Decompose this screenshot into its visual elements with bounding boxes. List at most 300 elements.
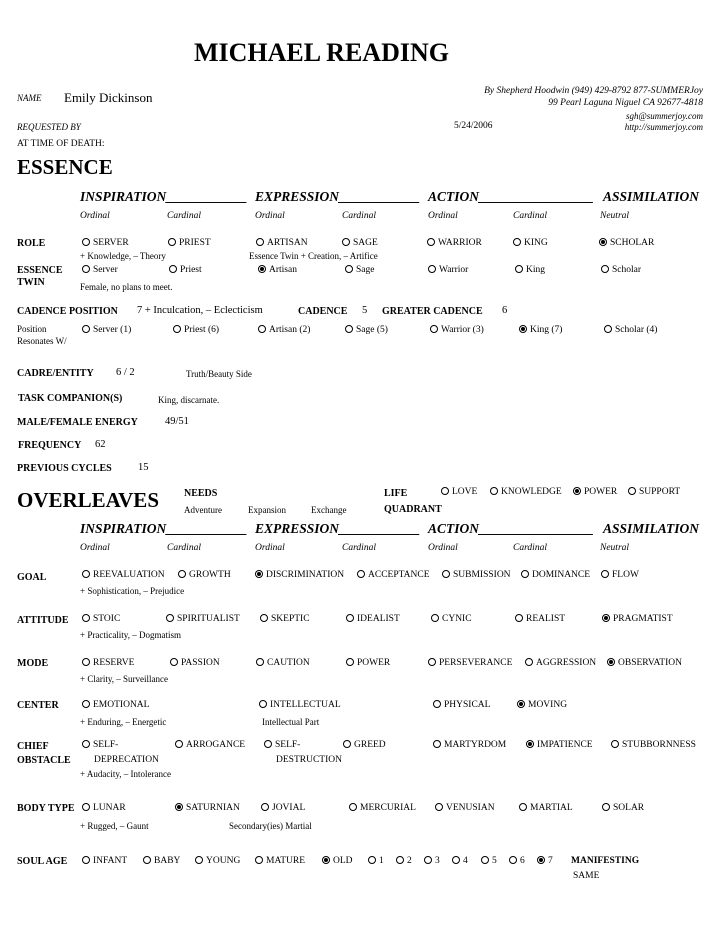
- col-label: Neutral: [600, 543, 630, 553]
- option-label: INTELLECTUAL: [270, 700, 341, 710]
- option-label: Warrior: [439, 265, 469, 275]
- center-option[interactable]: [259, 700, 341, 710]
- attitude-label: ATTITUDE: [17, 615, 69, 626]
- radio-button[interactable]: [396, 856, 404, 864]
- option-label: DOMINANCE: [532, 570, 591, 580]
- position-option[interactable]: [519, 325, 562, 335]
- radio-button[interactable]: [604, 325, 612, 333]
- mode-option[interactable]: [170, 658, 220, 668]
- option-label: STOIC: [93, 614, 121, 624]
- option-label: RESERVE: [93, 658, 135, 668]
- option-label: SERVER: [93, 238, 129, 248]
- option-label: SUPPORT: [639, 487, 681, 497]
- radio-button[interactable]: [428, 265, 436, 273]
- option-label: IMPATIENCE: [537, 740, 593, 750]
- option-label: 3: [435, 856, 440, 866]
- role-option[interactable]: [513, 238, 548, 248]
- need-item: Adventure: [184, 505, 222, 515]
- option-label: Server (1): [93, 325, 132, 335]
- twin-option[interactable]: [82, 265, 118, 275]
- radio-button[interactable]: [195, 856, 203, 864]
- radio-button[interactable]: [82, 740, 90, 748]
- center-option[interactable]: [433, 700, 490, 710]
- soul-option[interactable]: [82, 856, 127, 866]
- life-quadrant-label: LIFE: [384, 488, 408, 499]
- mode-option[interactable]: [428, 658, 512, 668]
- radio-button[interactable]: [258, 325, 266, 333]
- radio-button[interactable]: [143, 856, 151, 864]
- col-label: Neutral: [600, 211, 630, 221]
- twin-option[interactable]: [428, 265, 468, 275]
- radio-button[interactable]: [82, 238, 90, 246]
- radio-button[interactable]: [433, 700, 441, 708]
- role-label: ROLE: [17, 238, 46, 249]
- col-label: Cardinal: [342, 211, 376, 221]
- contact-web: http://summerjoy.com: [624, 122, 703, 132]
- greater-cadence-value: 6: [502, 305, 508, 316]
- center-part-note: Intellectual Part: [262, 717, 320, 727]
- radio-button[interactable]: [82, 570, 90, 578]
- radio-button[interactable]: [481, 856, 489, 864]
- axis-action: ACTION_________________: [428, 189, 594, 204]
- col-label: Ordinal: [255, 211, 285, 221]
- radio-button[interactable]: [601, 570, 609, 578]
- goal-note: + Sophistication, – Prejudice: [80, 586, 185, 596]
- cadence-label: CADENCE: [298, 306, 348, 317]
- option-label: AGGRESSION: [536, 658, 597, 668]
- option-label: SKEPTIC: [271, 614, 310, 624]
- goal-option[interactable]: [521, 570, 590, 580]
- radio-button[interactable]: [357, 570, 365, 578]
- goal-option[interactable]: [178, 570, 231, 580]
- mode-option[interactable]: [346, 658, 390, 668]
- life_quadrant-option[interactable]: [573, 487, 617, 497]
- energy-value: 49/51: [165, 416, 189, 427]
- role-option[interactable]: [427, 238, 482, 248]
- radio-button[interactable]: [255, 856, 263, 864]
- col-label: Ordinal: [428, 211, 458, 221]
- body-option[interactable]: [82, 803, 126, 813]
- obstacle-option[interactable]: [82, 740, 118, 750]
- radio-button[interactable]: [175, 740, 183, 748]
- radio-button[interactable]: [517, 700, 525, 708]
- radio-button[interactable]: [170, 658, 178, 666]
- radio-button[interactable]: [431, 614, 439, 622]
- option-label: Artisan (2): [269, 325, 311, 335]
- option-label: MARTIAL: [530, 803, 573, 813]
- previous-cycles-value: 15: [138, 462, 149, 473]
- axis-expression: EXPRESSION____________: [255, 189, 421, 204]
- twin-option[interactable]: [258, 265, 297, 275]
- soul-option[interactable]: [424, 856, 440, 866]
- body-option[interactable]: [175, 803, 240, 813]
- radio-button[interactable]: [349, 803, 357, 811]
- radio-button[interactable]: [525, 658, 533, 666]
- option-label: MERCURIAL: [360, 803, 416, 813]
- page-title: MICHAEL READING: [194, 38, 449, 67]
- life_quadrant-option[interactable]: [628, 487, 680, 497]
- cadre-note: Truth/Beauty Side: [186, 369, 252, 379]
- radio-button[interactable]: [178, 570, 186, 578]
- soul-option[interactable]: [396, 856, 412, 866]
- axis-inspiration: INSPIRATION____________: [80, 189, 248, 204]
- option-label: SCHOLAR: [610, 238, 655, 248]
- axis-inspiration-2: INSPIRATION____________: [80, 521, 248, 536]
- center-option[interactable]: [82, 700, 149, 710]
- radio-button[interactable]: [342, 238, 350, 246]
- goal-option[interactable]: [255, 570, 344, 580]
- option-label: REALIST: [526, 614, 566, 624]
- contact-line-1: By Shepherd Hoodwin (949) 429-8792 877-SUMMERJoy: [484, 86, 703, 96]
- radio-button[interactable]: [441, 487, 449, 495]
- col-label: Cardinal: [513, 211, 547, 221]
- axis-action-2: ACTION_________________: [428, 521, 594, 536]
- soul-option[interactable]: [368, 856, 384, 866]
- attitude-option[interactable]: [602, 614, 673, 624]
- option-label: SOLAR: [613, 803, 645, 813]
- radio-button[interactable]: [256, 658, 264, 666]
- mode-option[interactable]: [256, 658, 310, 668]
- option-label: INFANT: [93, 856, 128, 866]
- radio-button[interactable]: [261, 803, 269, 811]
- option-label: SAGE: [353, 238, 378, 248]
- radio-button[interactable]: [452, 856, 460, 864]
- soul-option[interactable]: [537, 856, 553, 866]
- option-label: SPIRITUALIST: [177, 614, 240, 624]
- radio-button[interactable]: [427, 238, 435, 246]
- radio-button[interactable]: [346, 658, 354, 666]
- obstacle-continued-2: DESTRUCTION: [276, 755, 342, 765]
- soul-option[interactable]: [509, 856, 525, 866]
- requested-by-label: REQUESTED BY: [17, 122, 81, 132]
- radio-button[interactable]: [515, 614, 523, 622]
- radio-button[interactable]: [343, 740, 351, 748]
- radio-button[interactable]: [259, 700, 267, 708]
- role-option[interactable]: [168, 238, 211, 248]
- position-option[interactable]: [258, 325, 310, 335]
- essence-twin-label-2: TWIN: [17, 277, 45, 288]
- soul-option[interactable]: [143, 856, 180, 866]
- radio-button[interactable]: [173, 325, 181, 333]
- radio-button[interactable]: [602, 803, 610, 811]
- option-label: Sage (5): [356, 325, 388, 335]
- radio-button[interactable]: [82, 658, 90, 666]
- previous-cycles-label: PREVIOUS CYCLES: [17, 463, 112, 474]
- contact-email: sgh@summerjoy.com: [625, 111, 703, 121]
- position-option[interactable]: [430, 325, 484, 335]
- position-option[interactable]: [604, 325, 657, 335]
- manifesting-value: SAME: [573, 871, 600, 881]
- option-label: OLD: [333, 856, 353, 866]
- twin-option[interactable]: [345, 265, 374, 275]
- mode-option[interactable]: [525, 658, 596, 668]
- cadre-label: CADRE/ENTITY: [17, 368, 94, 379]
- position-option[interactable]: [82, 325, 131, 335]
- option-label: PRAGMATIST: [613, 614, 673, 624]
- mode-option[interactable]: [82, 658, 134, 668]
- secondary-body-note: Secondary(ies) Martial: [229, 821, 312, 831]
- attitude-note: + Practicality, – Dogmatism: [80, 630, 181, 640]
- option-label: POWER: [584, 487, 618, 497]
- need-item: Exchange: [311, 505, 347, 515]
- position-option[interactable]: [345, 325, 388, 335]
- obstacle-option[interactable]: [611, 740, 696, 750]
- option-label: GREED: [354, 740, 386, 750]
- twin-note: Female, no plans to meet.: [80, 282, 173, 292]
- obstacle-option[interactable]: [526, 740, 593, 750]
- frequency-value: 62: [95, 439, 106, 450]
- radio-button[interactable]: [166, 614, 174, 622]
- obstacle-continued: DEPRECATION: [94, 755, 159, 765]
- obstacle-option[interactable]: [343, 740, 386, 750]
- radio-button[interactable]: [509, 856, 517, 864]
- option-label: WARRIOR: [438, 238, 482, 248]
- option-label: PHYSICAL: [444, 700, 491, 710]
- soul-option[interactable]: [452, 856, 468, 866]
- time-of-death-label: AT TIME OF DEATH:: [17, 139, 105, 149]
- option-label: King: [526, 265, 545, 275]
- attitude-option[interactable]: [431, 614, 472, 624]
- radio-button[interactable]: [599, 238, 607, 246]
- chief-obstacle-label-2: OBSTACLE: [17, 755, 71, 766]
- cadre-value: 6 / 2: [116, 367, 135, 378]
- option-label: PERSEVERANCE: [439, 658, 513, 668]
- col-label: Ordinal: [428, 543, 458, 553]
- body-option[interactable]: [519, 803, 573, 813]
- radio-button[interactable]: [368, 856, 376, 864]
- option-label: Scholar: [612, 265, 642, 275]
- radio-button[interactable]: [435, 803, 443, 811]
- position-option[interactable]: [173, 325, 219, 335]
- radio-button[interactable]: [264, 740, 272, 748]
- soul-option[interactable]: [195, 856, 240, 866]
- role-option[interactable]: [342, 238, 378, 248]
- radio-button[interactable]: [256, 238, 264, 246]
- role-option[interactable]: [82, 238, 129, 248]
- energy-label: MALE/FEMALE ENERGY: [17, 417, 138, 428]
- attitude-option[interactable]: [515, 614, 565, 624]
- option-label: LUNAR: [93, 803, 126, 813]
- col-label: Cardinal: [167, 211, 201, 221]
- contact-line-2: 99 Pearl Laguna Niguel CA 92677-4818: [548, 98, 703, 108]
- radio-button[interactable]: [260, 614, 268, 622]
- option-label: PASSION: [181, 658, 220, 668]
- option-label: FLOW: [612, 570, 639, 580]
- option-label: GROWTH: [189, 570, 231, 580]
- option-label: Server: [93, 265, 118, 275]
- mode-label: MODE: [17, 658, 49, 669]
- option-label: MARTYRDOM: [444, 740, 507, 750]
- option-label: Priest (6): [184, 325, 220, 335]
- option-label: Scholar (4): [615, 325, 658, 335]
- col-label: Cardinal: [167, 543, 201, 553]
- reading-date: 5/24/2006: [454, 121, 493, 131]
- radio-button[interactable]: [433, 740, 441, 748]
- life-quadrant-label-2: QUADRANT: [384, 504, 442, 515]
- radio-button[interactable]: [322, 856, 330, 864]
- body-option[interactable]: [435, 803, 495, 813]
- option-label: CYNIC: [442, 614, 472, 624]
- attitude-option[interactable]: [82, 614, 120, 624]
- option-label: SELF-: [93, 740, 119, 750]
- radio-button[interactable]: [168, 238, 176, 246]
- attitude-option[interactable]: [346, 614, 400, 624]
- resonates-label: Resonates W/: [17, 336, 67, 346]
- obstacle-option[interactable]: [264, 740, 300, 750]
- role-option[interactable]: [256, 238, 308, 248]
- col-label: Ordinal: [80, 543, 110, 553]
- option-label: YOUNG: [206, 856, 241, 866]
- attitude-option[interactable]: [260, 614, 310, 624]
- option-label: SELF-: [275, 740, 301, 750]
- option-label: POWER: [357, 658, 391, 668]
- radio-button[interactable]: [82, 803, 90, 811]
- radio-button[interactable]: [521, 570, 529, 578]
- option-label: LOVE: [452, 487, 478, 497]
- soul-option[interactable]: [481, 856, 497, 866]
- axis-assimilation: ASSIMILATION: [603, 189, 700, 204]
- attitude-option[interactable]: [166, 614, 240, 624]
- radio-button[interactable]: [345, 265, 353, 273]
- radio-button[interactable]: [611, 740, 619, 748]
- role-note: + Knowledge, – Theory: [80, 251, 166, 261]
- radio-button[interactable]: [573, 487, 581, 495]
- body-note: + Rugged, – Gaunt: [80, 821, 149, 831]
- overleaves-heading: OVERLEAVES: [17, 488, 159, 512]
- twin-option[interactable]: [169, 265, 202, 275]
- option-label: King (7): [530, 325, 563, 335]
- radio-button[interactable]: [515, 265, 523, 273]
- essence-twin-note: Essence Twin + Creation, – Artifice: [249, 251, 378, 261]
- option-label: KNOWLEDGE: [501, 487, 562, 497]
- radio-button[interactable]: [82, 614, 90, 622]
- axis-expression-2: EXPRESSION____________: [255, 521, 421, 536]
- name-value: Emily Dickinson: [64, 90, 153, 105]
- life_quadrant-option[interactable]: [490, 487, 562, 497]
- radio-button[interactable]: [258, 265, 266, 273]
- need-item: Expansion: [248, 505, 286, 515]
- radio-button[interactable]: [82, 265, 90, 273]
- radio-button[interactable]: [607, 658, 615, 666]
- body-option[interactable]: [602, 803, 644, 813]
- option-label: ARROGANCE: [186, 740, 246, 750]
- body-option[interactable]: [261, 803, 305, 813]
- option-label: Priest: [180, 265, 202, 275]
- option-label: REEVALUATION: [93, 570, 165, 580]
- center-label: CENTER: [17, 700, 59, 711]
- col-label: Ordinal: [80, 211, 110, 221]
- option-label: BABY: [154, 856, 181, 866]
- center-note: + Enduring, – Energetic: [80, 717, 167, 727]
- option-label: DISCRIMINATION: [266, 570, 345, 580]
- soul-option[interactable]: [322, 856, 353, 866]
- body-type-label: BODY TYPE: [17, 803, 75, 814]
- option-label: ACCEPTANCE: [368, 570, 430, 580]
- center-option[interactable]: [517, 700, 567, 710]
- option-label: 5: [492, 856, 497, 866]
- cadence-value: 5: [362, 305, 368, 316]
- option-label: PRIEST: [179, 238, 211, 248]
- option-label: Warrior (3): [441, 325, 484, 335]
- radio-button[interactable]: [628, 487, 636, 495]
- option-label: MATURE: [266, 856, 306, 866]
- needs-label: NEEDS: [184, 488, 218, 499]
- radio-button[interactable]: [345, 325, 353, 333]
- life_quadrant-option[interactable]: [441, 487, 477, 497]
- col-label: Cardinal: [342, 543, 376, 553]
- radio-button[interactable]: [442, 570, 450, 578]
- role-option[interactable]: [599, 238, 654, 248]
- goal-label: GOAL: [17, 572, 47, 583]
- radio-button[interactable]: [424, 856, 432, 864]
- col-label: Ordinal: [255, 543, 285, 553]
- option-label: CAUTION: [267, 658, 310, 668]
- radio-button[interactable]: [490, 487, 498, 495]
- goal-option[interactable]: [357, 570, 430, 580]
- option-label: Sage: [356, 265, 375, 275]
- radio-button[interactable]: [169, 265, 177, 273]
- option-label: OBSERVATION: [618, 658, 682, 668]
- goal-option[interactable]: [442, 570, 511, 580]
- radio-button[interactable]: [519, 803, 527, 811]
- radio-button[interactable]: [513, 238, 521, 246]
- option-label: IDEALIST: [357, 614, 400, 624]
- goal-option[interactable]: [601, 570, 639, 580]
- option-label: EMOTIONAL: [93, 700, 150, 710]
- radio-button[interactable]: [602, 614, 610, 622]
- axis-assimilation-2: ASSIMILATION: [603, 521, 700, 536]
- task-companion-label: TASK COMPANION(S): [18, 393, 123, 404]
- option-label: SUBMISSION: [453, 570, 511, 580]
- radio-button[interactable]: [82, 325, 90, 333]
- mode-option[interactable]: [607, 658, 682, 668]
- twin-option[interactable]: [601, 265, 641, 275]
- option-label: VENUSIAN: [446, 803, 495, 813]
- name-label: NAME: [17, 93, 42, 103]
- essence-heading: ESSENCE: [17, 155, 113, 179]
- radio-button[interactable]: [346, 614, 354, 622]
- obstacle-option[interactable]: [433, 740, 506, 750]
- radio-button[interactable]: [82, 700, 90, 708]
- cadence-position-label: CADENCE POSITION: [17, 306, 118, 317]
- obstacle-note: + Audacity, – Intolerance: [80, 769, 171, 779]
- soul-option[interactable]: [255, 856, 305, 866]
- option-label: KING: [524, 238, 548, 248]
- option-label: JOVIAL: [272, 803, 306, 813]
- option-label: ARTISAN: [267, 238, 308, 248]
- position-label: Position: [17, 324, 47, 334]
- radio-button[interactable]: [519, 325, 527, 333]
- option-label: Artisan: [269, 265, 297, 275]
- radio-button[interactable]: [175, 803, 183, 811]
- obstacle-option[interactable]: [175, 740, 245, 750]
- radio-button[interactable]: [82, 856, 90, 864]
- radio-button[interactable]: [537, 856, 545, 864]
- body-option[interactable]: [349, 803, 416, 813]
- greater-cadence-label: GREATER CADENCE: [382, 306, 483, 317]
- chief-obstacle-label: CHIEF: [17, 741, 49, 752]
- radio-button[interactable]: [255, 570, 263, 578]
- twin-option[interactable]: [515, 265, 545, 275]
- col-label: Cardinal: [513, 543, 547, 553]
- radio-button[interactable]: [430, 325, 438, 333]
- radio-button[interactable]: [428, 658, 436, 666]
- radio-button[interactable]: [526, 740, 534, 748]
- cadence-position-value: 7 + Inculcation, – Eclecticism: [137, 305, 263, 316]
- soul-age-label: SOUL AGE: [17, 856, 68, 867]
- radio-button[interactable]: [601, 265, 609, 273]
- goal-option[interactable]: [82, 570, 165, 580]
